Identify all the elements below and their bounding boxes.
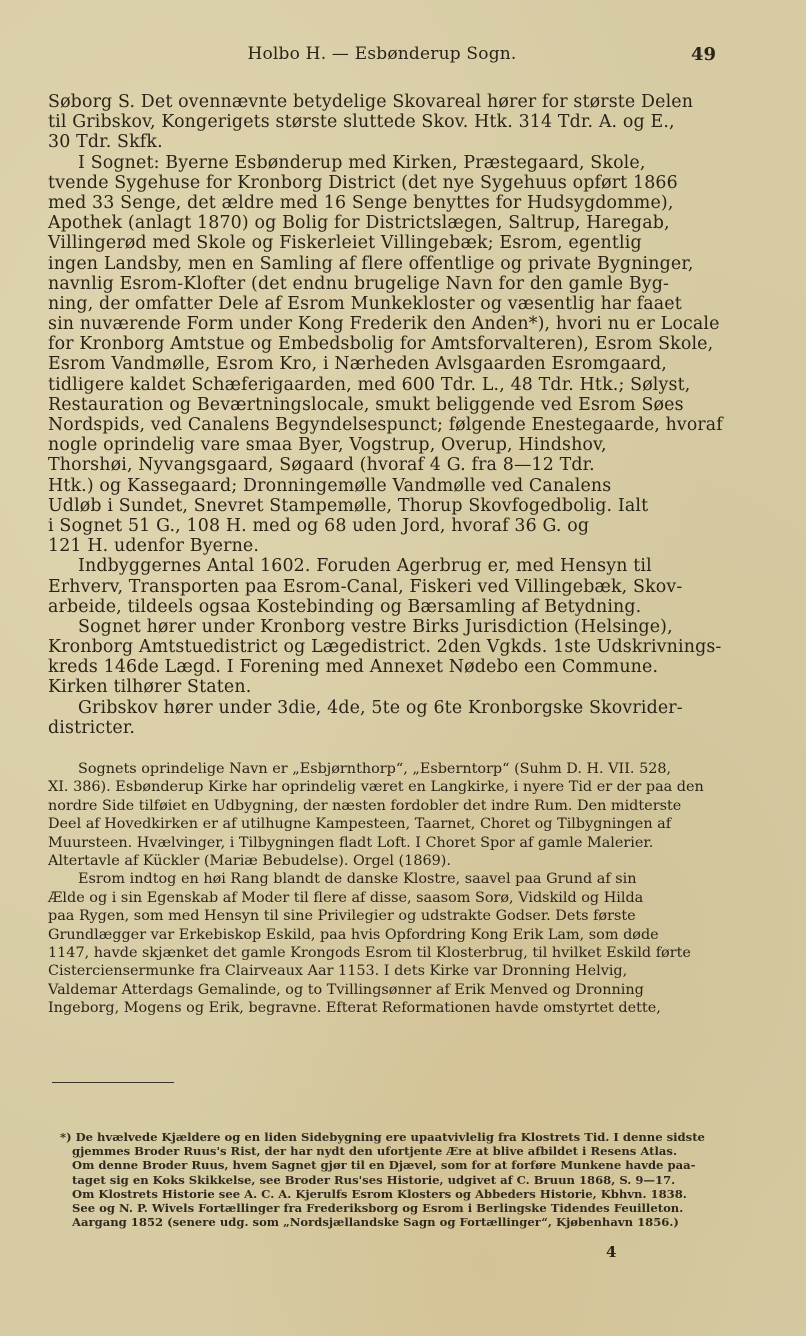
text-line: for Kronborg Amtstue og Embedsbolig for Amtsforvalteren), Esrom Skole, (48, 334, 714, 355)
text-line: navnlig Esrom-Klofter (det endnu brugelige Navn for den gamle Byg- (48, 273, 670, 294)
text-line: Søborg S. Det ovennævnte betydelige Skovareal hører for største Delen (48, 92, 694, 112)
text-line: Gribskov hører under 3die, 4de, 5te og 6te Kronborgske Skovrider- (78, 697, 683, 718)
page-number: 49 (690, 44, 716, 65)
note-line: Esrom indtog en høi Rang blandt de danske Klostre, saavel paa Grund af sin (78, 871, 637, 888)
text-line: Kronborg Amtstuedistrict og Lægedistrict. 2den Vgkds. 1ste Udskrivnings- (48, 637, 722, 658)
text-line: Htk.) og Kassegaard; Dronningemølle Vandmølle ved Canalens (48, 475, 612, 496)
text-line: 30 Tdr. Skfk. (48, 132, 163, 153)
historical-notes (48, 760, 723, 1017)
note-line: Grundlægger var Erkebiskop Eskild, paa hvis Opfordring Kong Erik Lam, som døde (48, 926, 659, 943)
text-line: Indbyggernes Antal 1602. Foruden Agerbrug er, med Hensyn til (78, 556, 652, 577)
note-line: Altertavle af Kückler (Mariæ Bebudelse). Orgel (1869). (48, 852, 451, 869)
text-line: sin nuværende Form under Kong Frederik den Anden*), hvori nu er Locale (48, 314, 720, 335)
text-line: nogle oprindelig vare smaa Byer, Vogstrup, Overup, Hindshov, (48, 435, 607, 456)
note-line: Ælde og i sin Egenskab af Moder til flere af disse, saasom Sorø, Vidskild og Hilda (48, 889, 644, 906)
footnote-line: taget sig en Koks Skikkelse, see Broder Rus'ses Historie, udgivet af C. Bruun 1868, S. 9—17. (72, 1172, 676, 1187)
footnote-line: Om denne Broder Ruus, hvem Sagnet gjør til en Djævel, som for at forføre Munkene havde paa- (72, 1158, 696, 1173)
note-line: Muursteen. Hvælvinger, i Tilbygningen fladt Loft. I Choret Spor af gamle Malerier. (48, 834, 654, 851)
footnote-line: Om Klostrets Historie see A. C. A. Kjerulfs Esrom Klosters og Abbeders Historie, Kbhvn. 1838. (72, 1186, 687, 1201)
text-line: Villingerød med Skole og Fiskerleiet Villingebæk; Esrom, egentlig (48, 233, 642, 254)
text-line: til Gribskov, Kongerigets største sluttede Skov. Htk. 314 Tdr. A. og E., (48, 112, 675, 133)
footnote (60, 1130, 730, 1229)
text-line: 121 H. udenfor Byerne. (48, 536, 260, 557)
text-line: Sognet hører under Kronborg vestre Birks Jurisdiction (Helsinge), (78, 616, 673, 637)
footnote-line: Aargang 1852 (senere udg. som „Nordsjællandske Sagn og Fortællinger“, Kjøbenhavn 1856.) (72, 1215, 679, 1230)
note-line: Cisterciensermunke fra Clairveaux Aar 1153. I dets Kirke var Dronning Helvig, (48, 963, 628, 980)
text-line: arbeide, tildeels ogsaa Kostebinding og Bærsamling af Betydning. (48, 596, 642, 617)
main-text (48, 92, 723, 738)
text-line: tvende Sygehuse for Kronborg District (det nye Sygehuus opført 1866 (48, 172, 678, 193)
text-line: Apothek (anlagt 1870) og Bolig for Districtslægen, Saltrup, Haregab, (48, 213, 670, 234)
text-line: Udløb i Sundet, Snevret Stampemølle, Thorup Skovfogedbolig. Ialt (48, 495, 649, 516)
page-body (48, 92, 723, 1017)
text-line: Kirken tilhører Staten. (48, 677, 252, 698)
text-line: Nordspids, ved Canalens Begyndelsespunct; følgende Enestegaarde, hvoraf (48, 415, 723, 435)
text-line: Thorshøi, Nyvangsgaard, Søgaard (hvoraf 4 G. fra 8—12 Tdr. (48, 455, 595, 476)
note-line: XI. 386). Esbønderup Kirke har oprindelig været en Langkirke, i nyere Tid er der paa den (48, 779, 704, 796)
signature-mark: 4 (606, 1243, 617, 1261)
footnote-line: See og N. P. Wivels Fortællinger fra Frederiksborg og Esrom i Berlingske Tidendes Feuilleton. (72, 1200, 684, 1215)
text-line: kreds 146de Lægd. I Forening med Annexet Nødebo een Commune. (48, 657, 659, 678)
note-line: Sognets oprindelige Navn er „Esbjørnthorp“, „Esberntorp“ (Suhm D. H. VII. 528, (78, 761, 672, 777)
note-line: 1147, havde skjænket det gamle Krongods Esrom til Klosterbrug, til hvilket Eskild førte (48, 944, 691, 961)
text-line: tidligere kaldet Schæferigaarden, med 600 Tdr. L., 48 Tdr. Htk.; Sølyst, (48, 374, 691, 395)
text-line: i Sognet 51 G., 108 H. med og 68 uden Jord, hvoraf 36 G. og (48, 515, 590, 536)
note-line: paa Rygen, som med Hensyn til sine Privilegier og udstrakte Godser. Dets første (48, 908, 636, 925)
footnote-line: gjemmes Broder Ruus's Rist, der har nydt den ufortjente Ære at blive afbildet i Resens Atlas. (72, 1144, 677, 1159)
footnote-divider (52, 1082, 174, 1083)
text-line: I Sognet: Byerne Esbønderup med Kirken, Præstegaard, Skole, (78, 152, 646, 173)
text-line: ning, der omfatter Dele af Esrom Munkekloster og væsentlig har faaet (48, 293, 682, 314)
text-line: Restauration og Beværtningslocale, smukt beliggende ved Esrom Søes (48, 394, 684, 415)
text-line: med 33 Senge, det ældre med 16 Senge benyttes for Hudsygdomme), (48, 192, 674, 213)
note-line: Ingeborg, Mogens og Erik, begravne. Efterat Reformationen havde omstyrtet dette, (48, 1000, 661, 1017)
running-head (48, 44, 716, 68)
note-line: Deel af Hovedkirken er af utilhugne Kampesteen, Taarnet, Choret og Tilbygningen af (48, 816, 672, 833)
footnote-line: *) De hvælvede Kjældere og en liden Sidebygning ere upaatvivlelig fra Klostrets Tid. I denne sidste (60, 1130, 705, 1144)
text-line: Erhverv, Transporten paa Esrom-Canal, Fiskeri ved Villingebæk, Skov- (48, 576, 683, 597)
running-title: Holbo H. — Esbønderup Sogn. (247, 44, 517, 64)
text-line: ingen Landsby, men en Samling af flere offentlige og private Bygninger, (48, 253, 694, 274)
note-line: nordre Side tilføiet en Udbygning, der næsten fordobler det indre Rum. Den midterste (48, 797, 682, 814)
text-line: districter. (48, 717, 136, 738)
text-line: Esrom Vandmølle, Esrom Kro, i Nærheden Avlsgaarden Esromgaard, (48, 354, 667, 375)
note-line: Valdemar Atterdags Gemalinde, og to Tvillingsønner af Erik Menved og Dronning (48, 981, 644, 998)
